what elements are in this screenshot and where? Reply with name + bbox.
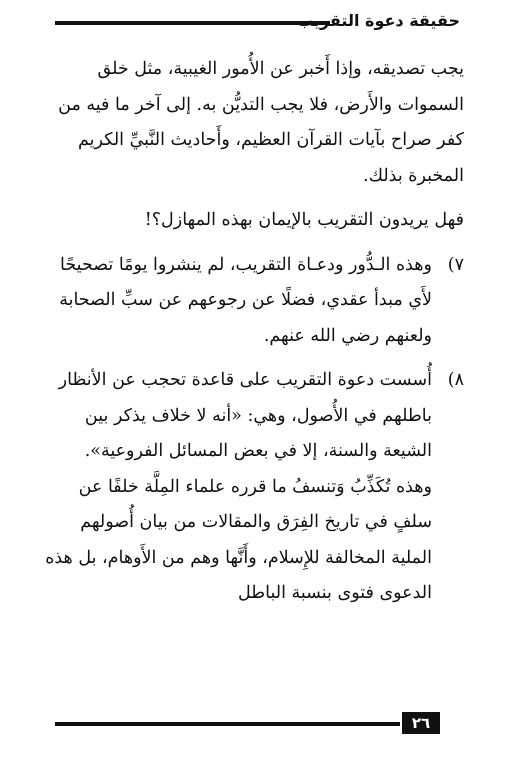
numbered-item-7 — [44, 248, 464, 355]
paragraph-question: فهل يريدون التقريب بالإيمان بهذه المهازل؟! — [144, 210, 464, 230]
header-rule — [55, 21, 330, 25]
item-text: أُسست دعوة التقريب على قاعدة تحجب عن الأنظار باطلهم في الأُصول، وهي: «أنه لا خلاف يذكر بين الشيعة والسنة، إلا في بعض المسائل الفروعية». وهذه تُكَذِّبُ وَتنسفُ ما قرره علماء المِلَّة خلفًا عن سلفٍ في تاريخ الفِرَق والمقالات من بيان أُصولهم الملية المخالفة للإِسلام، وأَنَّها وهم من الأَوهام، بل هذه الدعوى فتوى بنسبة الباطل — [45, 370, 432, 603]
paragraph-continuation: يجب تصديقه، وإذا أَخبر عن الأُمور الغيبية، مثل خلق السموات والأَرض، فلا يجب التديُّن به. إلى آخر ما فيه من كفر صراح بآيات القرآن العظيم، وأَحاديث النَّبيِّ الكريم المخبرة بذلك. — [58, 59, 464, 186]
numbered-item-8 — [44, 363, 464, 612]
item-text: وهذه الـدُّور ودعـاة التقريب، لم ينشروا يومًا تصحيحًا لأَي مبدأ عقدي، فضلًا عن رجوعهم عن سبِّ الصحابة ولعنهم رضي الله عنهم. — [59, 254, 432, 346]
running-header — [55, 10, 460, 32]
footer-rule — [55, 722, 400, 726]
body-text — [44, 52, 464, 612]
page-footer — [0, 712, 507, 736]
item-number: ٧) — [447, 254, 464, 275]
item-number: ٨) — [447, 370, 464, 390]
running-header-title: حقيقة دعوة التقريب — [297, 11, 460, 30]
page-number: ٢٦ — [402, 712, 440, 734]
